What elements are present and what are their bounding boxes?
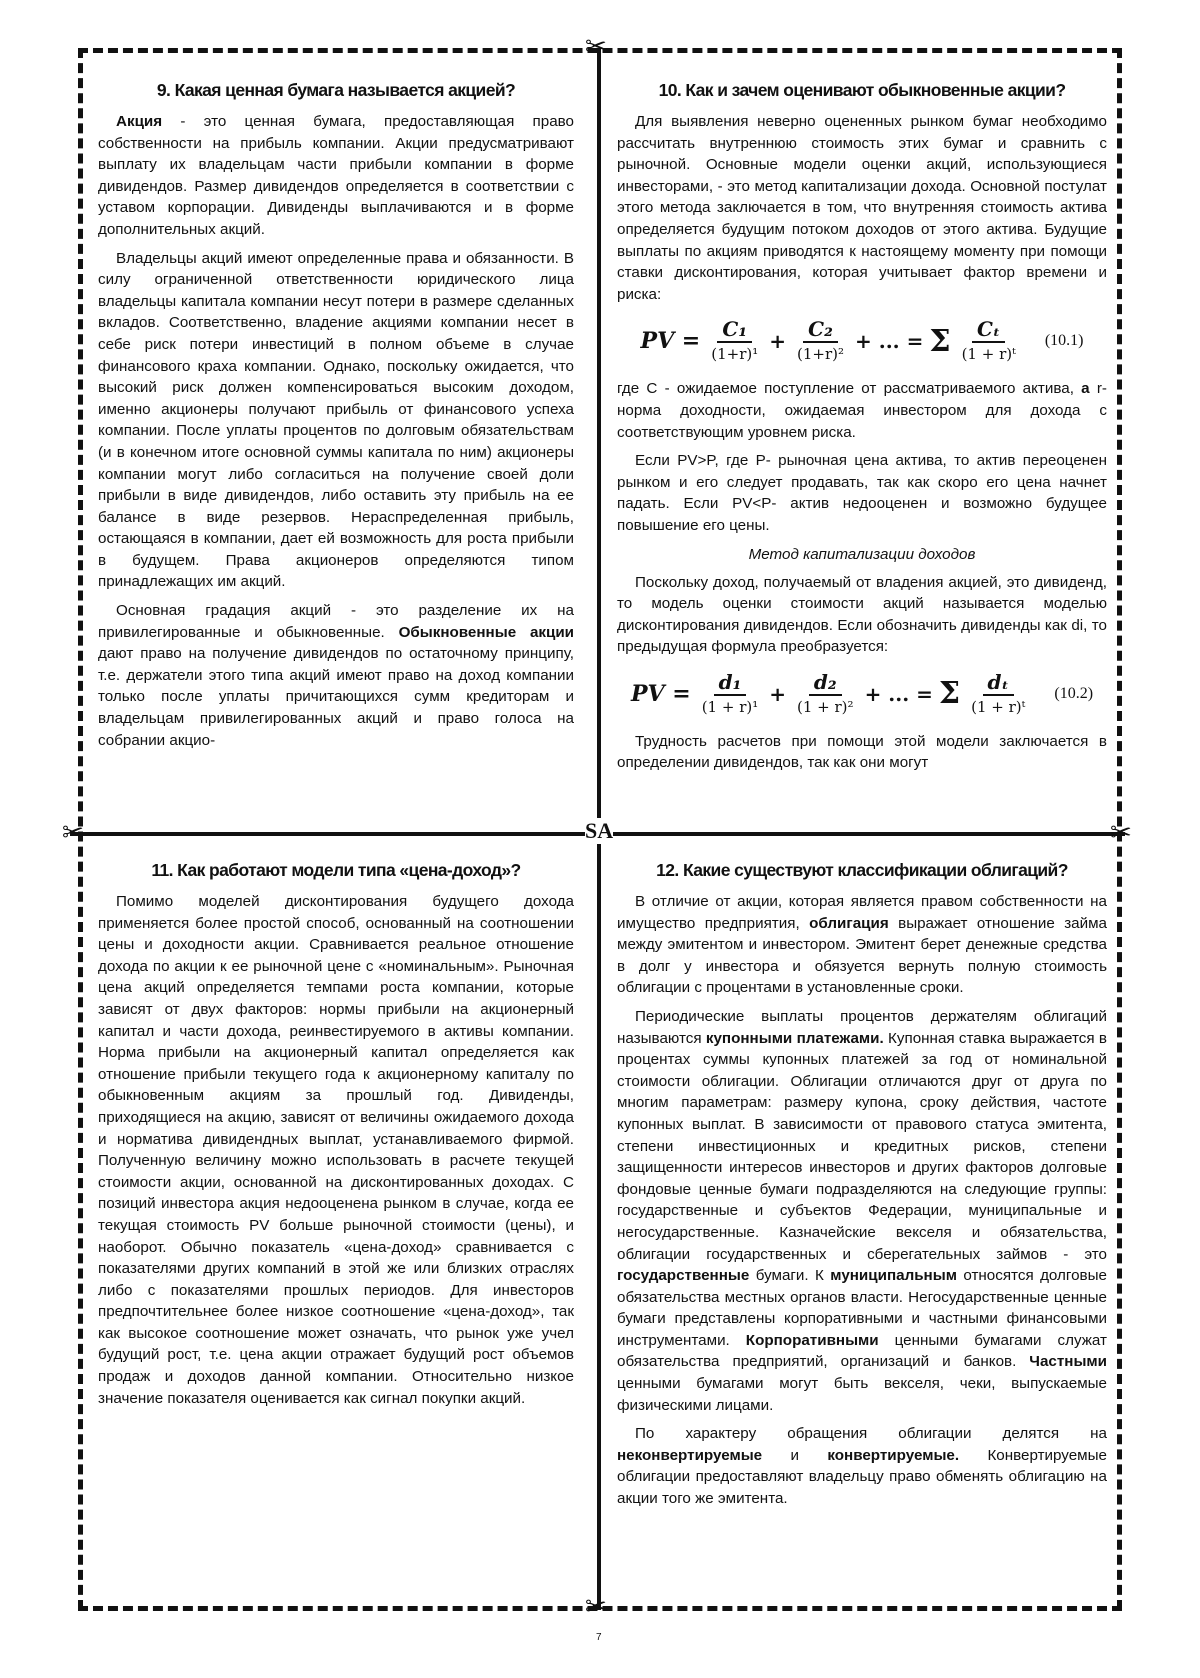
equation-number: (10.1) bbox=[1044, 332, 1084, 350]
term: Корпоративными bbox=[745, 1331, 879, 1349]
paragraph-text: По характеру обращения облигации делятся на bbox=[635, 1425, 1107, 1443]
fraction bbox=[699, 670, 762, 718]
formula-10-1 bbox=[617, 312, 1107, 370]
card-question-11 bbox=[98, 856, 574, 1596]
paragraph-text: Конвертируемые облигации предоставляют владельцу право обменять облигацию на акции того же эмитента. bbox=[617, 1446, 1107, 1508]
paragraph: Для выявления неверно оцененных рынком бумаг необходимо рассчитать внутреннюю стоимость этих бумаг и сравнить с рыночной. Основные модели оценки акций, использующиеся инвесторами, - это метод капитализации дохода. Основной постулат этого метода заключается в том, что внутренняя стоимость актива определяется будущим потоком доходов от этого актива. Будущие выплаты по акциям приводятся к настоящему моменту при помощи ставки дисконтирования, которая учитывает фактор времени и риска: bbox=[617, 113, 1107, 303]
denominator: (1 + r)² bbox=[797, 697, 854, 716]
numerator: d₁ bbox=[714, 670, 747, 696]
plus-sign: + bbox=[769, 329, 787, 354]
denominator: (1 + r)ᵗ bbox=[971, 697, 1026, 716]
paragraph: Владельцы акций имеют определенные права и обязанности. В силу ограниченной ответственности юридического лица владельцы капитала компании несут потери в размере сделанных вкладов. Соответственно, владение акциями компании несет в себе риск потери инвестиций в полном объеме в случае финансового краха компании. Однако, поскольку ожидается, что высокий риск должен компенсироваться высоким доходом, именно акционеры получают прибыль от финансового успеха компании. После уплаты процентов по долговым обязательствам (и в конечном итоге основной суммы капитала по ним) акционеры компании могут либо согласиться на получение своей доли прибыли в виде дивидендов, либо оставить эту прибыль на ее балансе в виде резервов. Нераспределенная прибыль, остающаяся в компании, дает ей возможность для роста прибыли в будущем. Права акционеров определяются типом принадлежащих им акций. bbox=[98, 249, 574, 591]
term: Акция bbox=[116, 113, 163, 130]
card-title: 11. Как работают модели типа «цена-доход»? bbox=[151, 860, 521, 880]
paragraph-text: относятся долговые обязательства местных органов власти. Негосударственные ценные бумаги представлены корпоративными и частными финансовыми инструментами. bbox=[617, 1267, 1107, 1349]
paragraph bbox=[617, 378, 1107, 443]
fraction bbox=[968, 670, 1028, 718]
paragraph bbox=[98, 600, 574, 751]
paragraph-text: Купонная ставка выражается в процентах суммы купонных платежей за год от номинальной стоимости облигации. Облигации отличаются друг от друга по многим параметрам: размеру купона, сроку действия, частоте купонных выплат. В зависимости от правового статуса эмитента, степени инвестиционных и кредитных рисков, степени защищенности интересов инвесторов и других факторов долговые фондовые ценные бумаги подразделяются на следующие группы: государственные и субъектов Федерации, муниципальные и негосударственные. Казначейские векселя и обязательства, облигации государственных и сберегательных займов - это bbox=[617, 1029, 1107, 1263]
numerator: C₁ bbox=[717, 317, 752, 343]
term: купонными платежами. bbox=[705, 1029, 884, 1047]
paragraph-text: и bbox=[762, 1446, 828, 1464]
card-question-10 bbox=[617, 76, 1107, 828]
paragraph bbox=[617, 1006, 1107, 1416]
fraction bbox=[959, 317, 1019, 365]
scissors-icon: ✂ bbox=[1110, 818, 1132, 848]
denominator: (1+r)² bbox=[797, 345, 845, 364]
paragraph-text: ценными бумагами служат обязательства предприятий, организаций и банков. bbox=[617, 1331, 1107, 1371]
sum-symbol: Σ bbox=[929, 323, 951, 359]
card-title: 10. Как и зачем оценивают обыкновенные акции? bbox=[658, 80, 1066, 100]
paragraph: Если PV>P, где P- рыночная цена актива, то актив переоценен рынком и его следует продавать, так как скоро его цена начнет падать. Если PV<P- актив недооценен и возможно будущее повышение его цены. bbox=[617, 452, 1107, 534]
numerator: dₜ bbox=[983, 670, 1014, 696]
denominator: (1 + r)¹ bbox=[701, 697, 759, 716]
card-question-12 bbox=[617, 856, 1107, 1596]
scissors-icon: ✂ bbox=[585, 32, 607, 62]
term: государственные bbox=[617, 1267, 750, 1285]
formula-10-2 bbox=[617, 665, 1107, 723]
paragraph: Поскольку доход, получаемый от владения акцией, это дивиденд, то модель оценки стоимости акций называется моделью дисконтирования дивидендов. Если обозначить дивиденды как di, то предыдущая формула преобразуется: bbox=[617, 573, 1107, 656]
paragraph bbox=[98, 111, 574, 241]
term: облигация bbox=[809, 914, 889, 932]
term: Частными bbox=[1029, 1353, 1107, 1371]
paragraph-text: В отличие от акции, которая является правом собственности на имущество предприятия, bbox=[617, 893, 1107, 932]
paragraph-text: бумаги. К bbox=[749, 1267, 831, 1285]
card-title: 9. Какая ценная бумага называется акцией? bbox=[156, 80, 516, 100]
page-number: 7 bbox=[596, 1632, 602, 1643]
scissors-icon: ✂ bbox=[585, 1592, 607, 1622]
paragraph-text: дают право на получение дивидендов по остаточному принципу, т.е. держатели этого типа акций имеют право на доход компании только после уплаты причитающихся сумм кредиторам и владельцам привилегированных акций и право голоса на собрании акцио- bbox=[98, 645, 574, 749]
fraction bbox=[794, 317, 847, 365]
formula-lhs: PV = bbox=[630, 680, 691, 707]
fraction bbox=[794, 670, 857, 718]
numerator: C₂ bbox=[803, 317, 838, 343]
card-title: 12. Какие существуют классификации облигаций? bbox=[656, 860, 1068, 880]
paragraph bbox=[617, 891, 1107, 999]
denominator: (1+r)¹ bbox=[711, 345, 759, 364]
paragraph bbox=[617, 1423, 1107, 1509]
sum-symbol: Σ bbox=[938, 676, 961, 712]
denominator: (1 + r)ᵗ bbox=[961, 345, 1016, 364]
paragraph-text: ценными бумагами могут быть векселя, чеки, выпускаемые физическими лицами. bbox=[617, 1375, 1107, 1414]
formula-lhs: PV = bbox=[640, 328, 701, 355]
plus-sign: + bbox=[769, 681, 787, 706]
paragraph-text: где С - ожидаемое поступление от рассматриваемого актива, bbox=[617, 380, 1082, 398]
fraction bbox=[708, 317, 761, 365]
paragraph: Трудность расчетов при помощи этой модели заключается в определении дивидендов, так как они могут bbox=[617, 732, 1107, 772]
formula-dots: + ... = bbox=[855, 329, 924, 354]
equation-number: (10.2) bbox=[1054, 684, 1094, 702]
center-mark: SA bbox=[585, 818, 614, 843]
term: муниципальным bbox=[830, 1267, 957, 1285]
card-question-9 bbox=[98, 76, 574, 828]
term: неконвертируемые bbox=[617, 1446, 763, 1464]
paragraph-text: r- норма доходности, ожидаемая инвестором для дохода с соответствующим уровнем риска. bbox=[617, 380, 1107, 441]
scissors-icon: ✂ bbox=[62, 818, 84, 848]
numerator: Cₜ bbox=[972, 317, 1005, 343]
term: Обыкновенные акции bbox=[398, 623, 574, 641]
paragraph-text: - это ценная бумага, предоставляющая право собственности на прибыль компании. Акции предусматривают выплату их владельцам части прибыли компании в форме дивидендов. Размер дивидендов определяется в соответствии с уставом корпорации. Дивиденды выплачиваются и в форме дополнительных акций. bbox=[98, 113, 574, 238]
formula-dots: + ... = bbox=[864, 681, 933, 706]
term: а bbox=[1081, 380, 1090, 398]
paragraph-text: Периодические выплаты процентов держателям облигаций называются bbox=[617, 1007, 1107, 1047]
paragraph-text: выражает отношение займа между эмитентом и инвестором. Эмитент берет денежные средства в долг у инвестора и обязуется вернуть полную стоимость облигации с процентами в установленные сроки. bbox=[617, 914, 1107, 997]
paragraph: Помимо моделей дисконтирования будущего дохода применяется более простой способ, основанный на соотношении цены и доходности акции. Сравнивается реальное отношение дохода по акции к ее рыночной цене с «номинальным». Рыночная цена акций определяется темпами роста компании, которые зависят от двух факторов: нормы прибыли на акционерный капитал и части дохода, реинвестируемого в активы компании. Норма прибыли на акционерный капитал определяется как отношение прибыли текущего года к акционерному капиталу по обыкновенным акциям за прошлый год. Дивиденды, приходящиеся на акцию, зависят от величины ожидаемого дохода и норматива дивидендных выплат, устанавливаемого фирмой. Полученную величину можно использовать в расчете текущей стоимости акции, основанной на дисконтированных доходах. С позиций инвестора акция недооценена рынком в случае, когда ее текущая стоимость PV больше рыночной стоимости (цены), и наоборот. Обычно показатель «цена-доход» сравнивается с показателями других компаний в этой же или близких отраслях либо с показателями прошлых периодов. Для инвесторов предпочтительнее более низкое соотношение «цена-доход», так как высокое соотношение может означать, что рынок уже учел будущий рост, т.е. цена акции отражает будущий рост объемов продаж и доходов данной компании. Относительно низкое значение показателя оценивается как сигнал покупки акций. bbox=[98, 893, 574, 1407]
paragraph-text: Основная градация акций - это разделение их на привилегированные и обыкновенные. bbox=[98, 602, 574, 641]
numerator: d₂ bbox=[809, 670, 842, 696]
term: конвертируемые. bbox=[827, 1446, 960, 1464]
subheading: Метод капитализации доходов bbox=[748, 545, 976, 563]
